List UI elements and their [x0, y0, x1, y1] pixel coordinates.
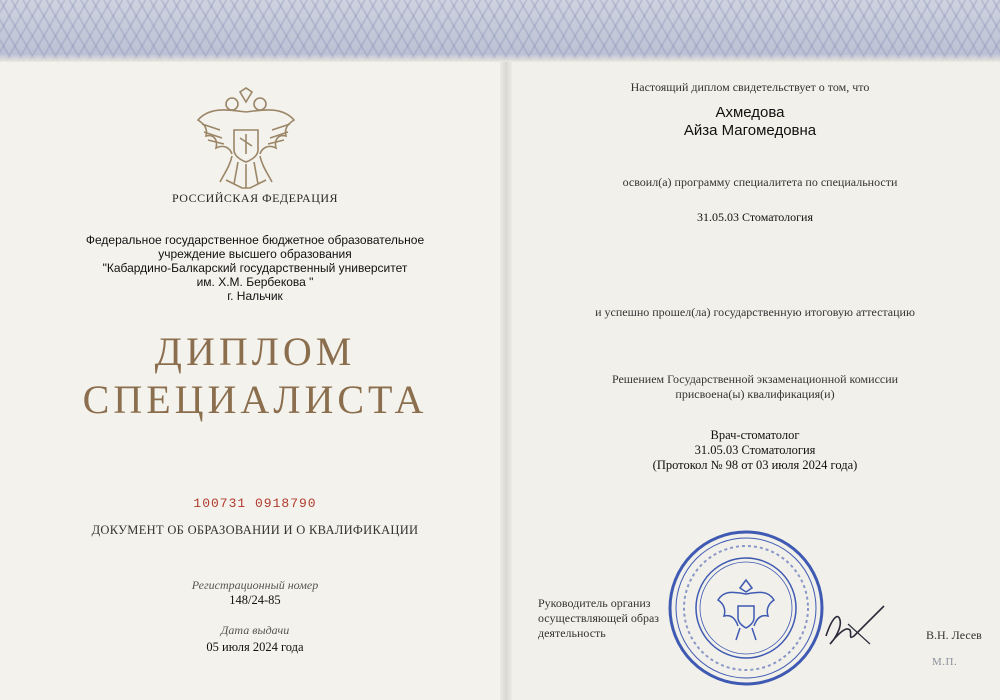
program-text: освоил(а) программу специалитета по специальности: [622, 175, 898, 189]
certifies-text: Настоящий диплом свидетельствует о том, что: [630, 80, 870, 94]
head-label-line: деятельность: [538, 626, 606, 640]
graduate-name: [600, 104, 900, 140]
seal-place-mark: М.П.: [932, 656, 958, 668]
signer-name: В.Н. Лесев: [926, 628, 982, 642]
page-fold: [500, 62, 512, 700]
issue-date: 05 июля 2024 года: [206, 640, 304, 654]
coat-of-arms-emblem: [190, 84, 302, 194]
registration-label: Регистрационный номер: [191, 578, 319, 592]
document-type: ДОКУМЕНТ ОБ ОБРАЗОВАНИИ И О КВАЛИФИКАЦИИ: [91, 523, 419, 537]
official-stamp-seal: [666, 528, 826, 688]
diploma-title-line: СПЕЦИАЛИСТА: [82, 377, 428, 422]
commission-line: Решением Государственной экзаменационной комиссии: [611, 372, 899, 386]
commission-line: присвоена(ы) квалификация(и): [675, 387, 835, 401]
diploma-title: [40, 328, 470, 424]
institution-line: "Кабардино-Балкарский государственный университет: [102, 261, 408, 275]
attestation-text: и успешно прошел(ла) государственную итоговую аттестацию: [595, 305, 915, 319]
issue-date-label: Дата выдачи: [220, 623, 290, 637]
institution-line: Федеральное государственное бюджетное образовательное: [85, 233, 425, 247]
head-label-line: Руководитель организ: [538, 596, 651, 610]
qualification-specialty: 31.05.03 Стоматология: [694, 443, 816, 457]
commission-text: [560, 372, 950, 402]
institution-line: г. Нальчик: [227, 289, 283, 303]
graduate-given-names: Айза Магомедовна: [683, 122, 817, 139]
diploma-title-line: ДИПЛОМ: [154, 329, 356, 374]
graduate-surname: Ахмедова: [715, 104, 785, 121]
institution-name: [70, 233, 440, 303]
qualification-title: Врач-стоматолог: [710, 428, 800, 442]
institution-line: им. Х.М. Бербекова ": [196, 275, 314, 289]
country-name: РОССИЙСКАЯ ФЕДЕРАЦИЯ: [171, 191, 339, 205]
head-label-line: осуществляющей образ: [538, 611, 660, 625]
serial-number: 100731 0918790: [193, 496, 317, 511]
signature: [820, 600, 890, 650]
registration-number: 148/24-85: [229, 593, 281, 607]
specialty: 31.05.03 Стоматология: [696, 210, 813, 224]
institution-line: учреждение высшего образования: [158, 247, 352, 261]
security-pattern-band: [0, 0, 1000, 62]
qualification: [600, 428, 910, 473]
organization-head-label: [538, 596, 678, 641]
qualification-protocol: (Протокол № 98 от 03 июля 2024 года): [652, 458, 858, 472]
